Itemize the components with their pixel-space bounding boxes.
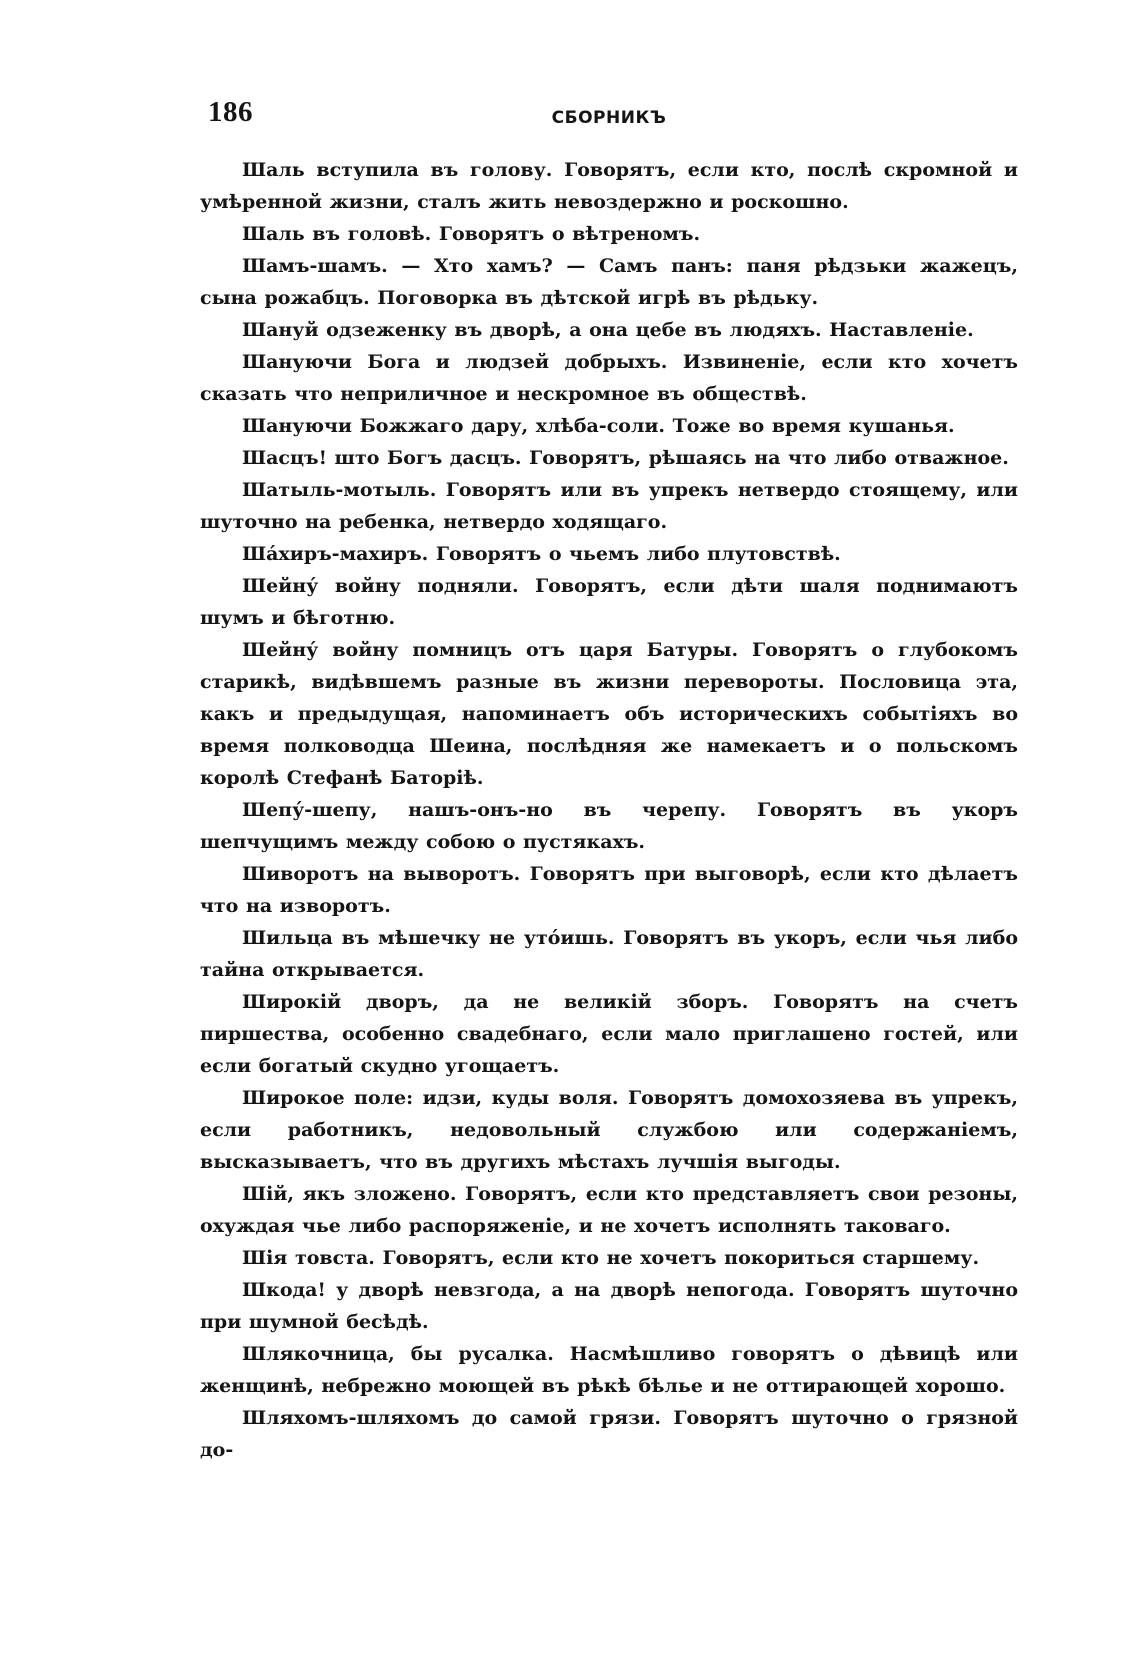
proverb-entry: Шануючи Бога и людзей добрыхъ. Извиненіе, если кто хочетъ сказать что неприличное и нескромное въ обществѣ.	[200, 351, 1018, 405]
proverb-entry: Шейну́ войну помницъ отъ царя Батуры. Говорятъ о глубокомъ старикѣ, видѣвшемъ разные въ жизни перевороты. Пословица эта, какъ и предыдущая, напоминаетъ объ историческихъ событіяхъ во время полководца Шеина, послѣдняя же намекаетъ и о польскомъ королѣ Стефанѣ Баторіѣ.	[200, 639, 1018, 789]
proverb-entry: Шильца въ мѣшечку не утóишь. Говорятъ въ укоръ, если чья либо тайна открывается.	[200, 927, 1018, 981]
proverb-entry: Шепу́-шепу, нашъ-онъ-но въ черепу. Говорятъ въ укоръ шепчущимъ между собою о пустякахъ.	[200, 799, 1018, 853]
proverb-entry: Шамъ-шамъ. — Хто хамъ? — Самъ панъ: паня рѣдзьки жажецъ, сына рожабцъ. Поговорка въ дѣтской игрѣ въ рѣдьку.	[200, 255, 1018, 309]
proverb-entry: Шлякочница, бы русалка. Насмѣшливо говорятъ о дѣвицѣ или женщинѣ, небрежно моющей въ рѣкѣ бѣлье и не оттирающей хорошо.	[200, 1343, 1018, 1397]
proverb-entry: Шія товста. Говорятъ, если кто не хочетъ покориться старшему.	[242, 1247, 980, 1269]
entries-list	[200, 154, 1018, 1466]
page-number: 186	[208, 96, 253, 128]
book-page	[200, 96, 1018, 1466]
proverb-entry: Широкое поле: идзи, куды воля. Говорятъ домохозяева въ упрекъ, если работникъ, недовольный службою или содержаніемъ, высказываетъ, что въ другихъ мѣстахъ лучшія выгоды.	[200, 1087, 1018, 1173]
proverb-entry: Шиворотъ на выворотъ. Говорятъ при выговорѣ, если кто дѣлаетъ что на изворотъ.	[200, 863, 1018, 917]
proverb-entry: Шляхомъ-шляхомъ до самой грязи. Говорятъ шуточно о грязной до-	[200, 1407, 1018, 1461]
proverb-entry: Шаль въ головѣ. Говорятъ о вѣтреномъ.	[242, 223, 701, 245]
proverb-entry: Шейну́ войну подняли. Говорятъ, если дѣти шаля поднимаютъ шумъ и бѣготню.	[200, 575, 1018, 629]
running-title: СБОРНИКЪ	[551, 108, 667, 128]
proverb-entry: Шій, якъ зложено. Говорятъ, если кто представляетъ свои резоны, охуждая чье либо распоряженіе, и не хочетъ исполнять таковаго.	[200, 1183, 1018, 1237]
proverb-entry: Шкода! у дворѣ невзгода, а на дворѣ непогода. Говорятъ шуточно при шумной бесѣдѣ.	[200, 1279, 1018, 1333]
proverb-entry: Шаль вступила въ голову. Говорятъ, если кто, послѣ скромной и умѣренной жизни, сталъ жить невоздержно и роскошно.	[200, 159, 1018, 213]
proverb-entry: Шануй одзеженку въ дворѣ, а она цебе въ людяхъ. Наставленіе.	[242, 319, 974, 341]
page-header	[200, 96, 1018, 136]
proverb-entry: Шасцъ! што Богъ дасцъ. Говорятъ, рѣшаясь на что либо отважное.	[242, 447, 1009, 469]
proverb-entry: Широкій дворъ, да не великій зборъ. Говорятъ на счетъ пиршества, особенно свадебнаго, если мало приглашено гостей, или если богатый скудно угощаетъ.	[200, 991, 1018, 1077]
proverb-entry: Шатыль-мотыль. Говорятъ или въ упрекъ нетвердо стоящему, или шуточно на ребенка, нетвердо ходящаго.	[200, 479, 1018, 533]
proverb-entry: Шáхиръ-махиръ. Говорятъ о чьемъ либо плутовствѣ.	[242, 543, 841, 565]
proverb-entry: Шануючи Божжаго дару, хлѣба-соли. Тоже во время кушанья.	[242, 415, 955, 437]
